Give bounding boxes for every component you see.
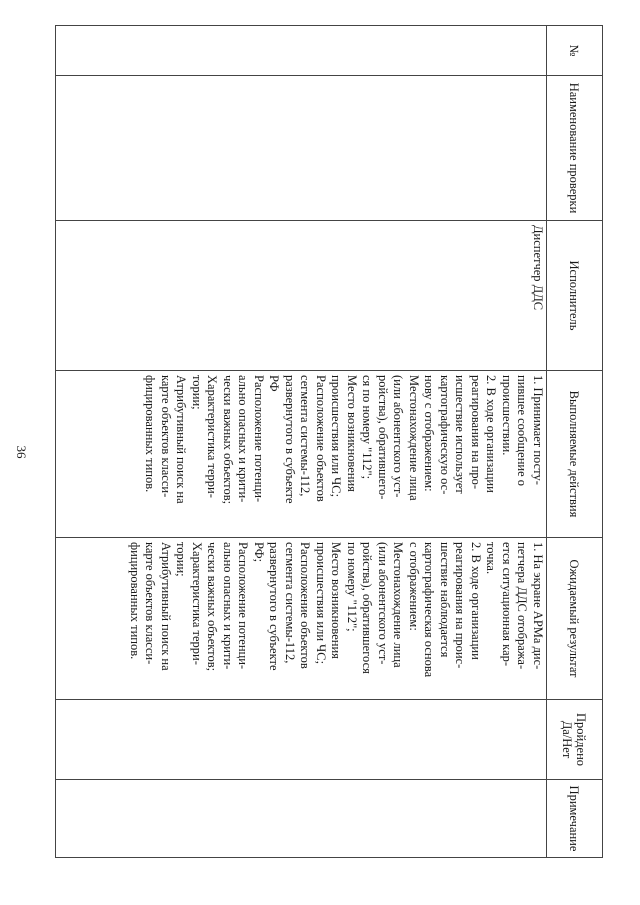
table-row — [56, 26, 547, 858]
cell-expected-result: 1. На экране АРМа дис- петчера ДДС отобража- ется ситуационная кар- точка. 2. В ходе организации реагирования на проис- шествие наблюдается картографическая основа с отображением: Местонахождение лица (или абонентского уст- ройства), обратившегося по номеру "112"; Место возникновения происшествия или ЧС; Расположение объектов сегмента системы-112, развернутого в субъекте РФ; Расположение потенци- ально опасных и крити- чески важных объектов; Характеристика терри- тории; Атрибутивный поиск на карте объектов класси- фицированных типов. — [56, 538, 547, 700]
page-number: 36 — [14, 445, 29, 459]
header-number: № — [547, 26, 603, 76]
header-check-name: Наименование проверки — [547, 76, 603, 221]
cell-note — [56, 780, 547, 858]
test-table — [55, 25, 603, 858]
test-table-container — [55, 25, 603, 857]
header-passed: Пройдено Да/Нет — [547, 700, 603, 780]
cell-check-name — [56, 76, 547, 221]
header-actions: Выполняемые действия — [547, 371, 603, 538]
header-expected-result: Ожидаемый результат — [547, 538, 603, 700]
table-header-row — [547, 26, 603, 858]
cell-executor: Диспетчер ДДС — [56, 221, 547, 371]
header-note: Примечание — [547, 780, 603, 858]
header-executor: Исполнитель — [547, 221, 603, 371]
cell-actions: 1. Принимает посту- пившее сообщение о происшествии. 2. В ходе организации реагирования на про- исшествие использует картографическую ос- нову с отображением: Местонахождение лица (или абонентского уст- ройства), обратившего- ся по номеру "112"; Место возникновения происшествия или ЧС; Расположение объектов сегмента системы-112, развернутого в субъекте РФ Расположение потенци- ально опасных и крити- чески важных объектов; Характеристика терри- тории; Атрибутивный поиск на карте объектов класси- фицированных типов. — [56, 371, 547, 538]
cell-passed — [56, 700, 547, 780]
cell-number — [56, 26, 547, 76]
